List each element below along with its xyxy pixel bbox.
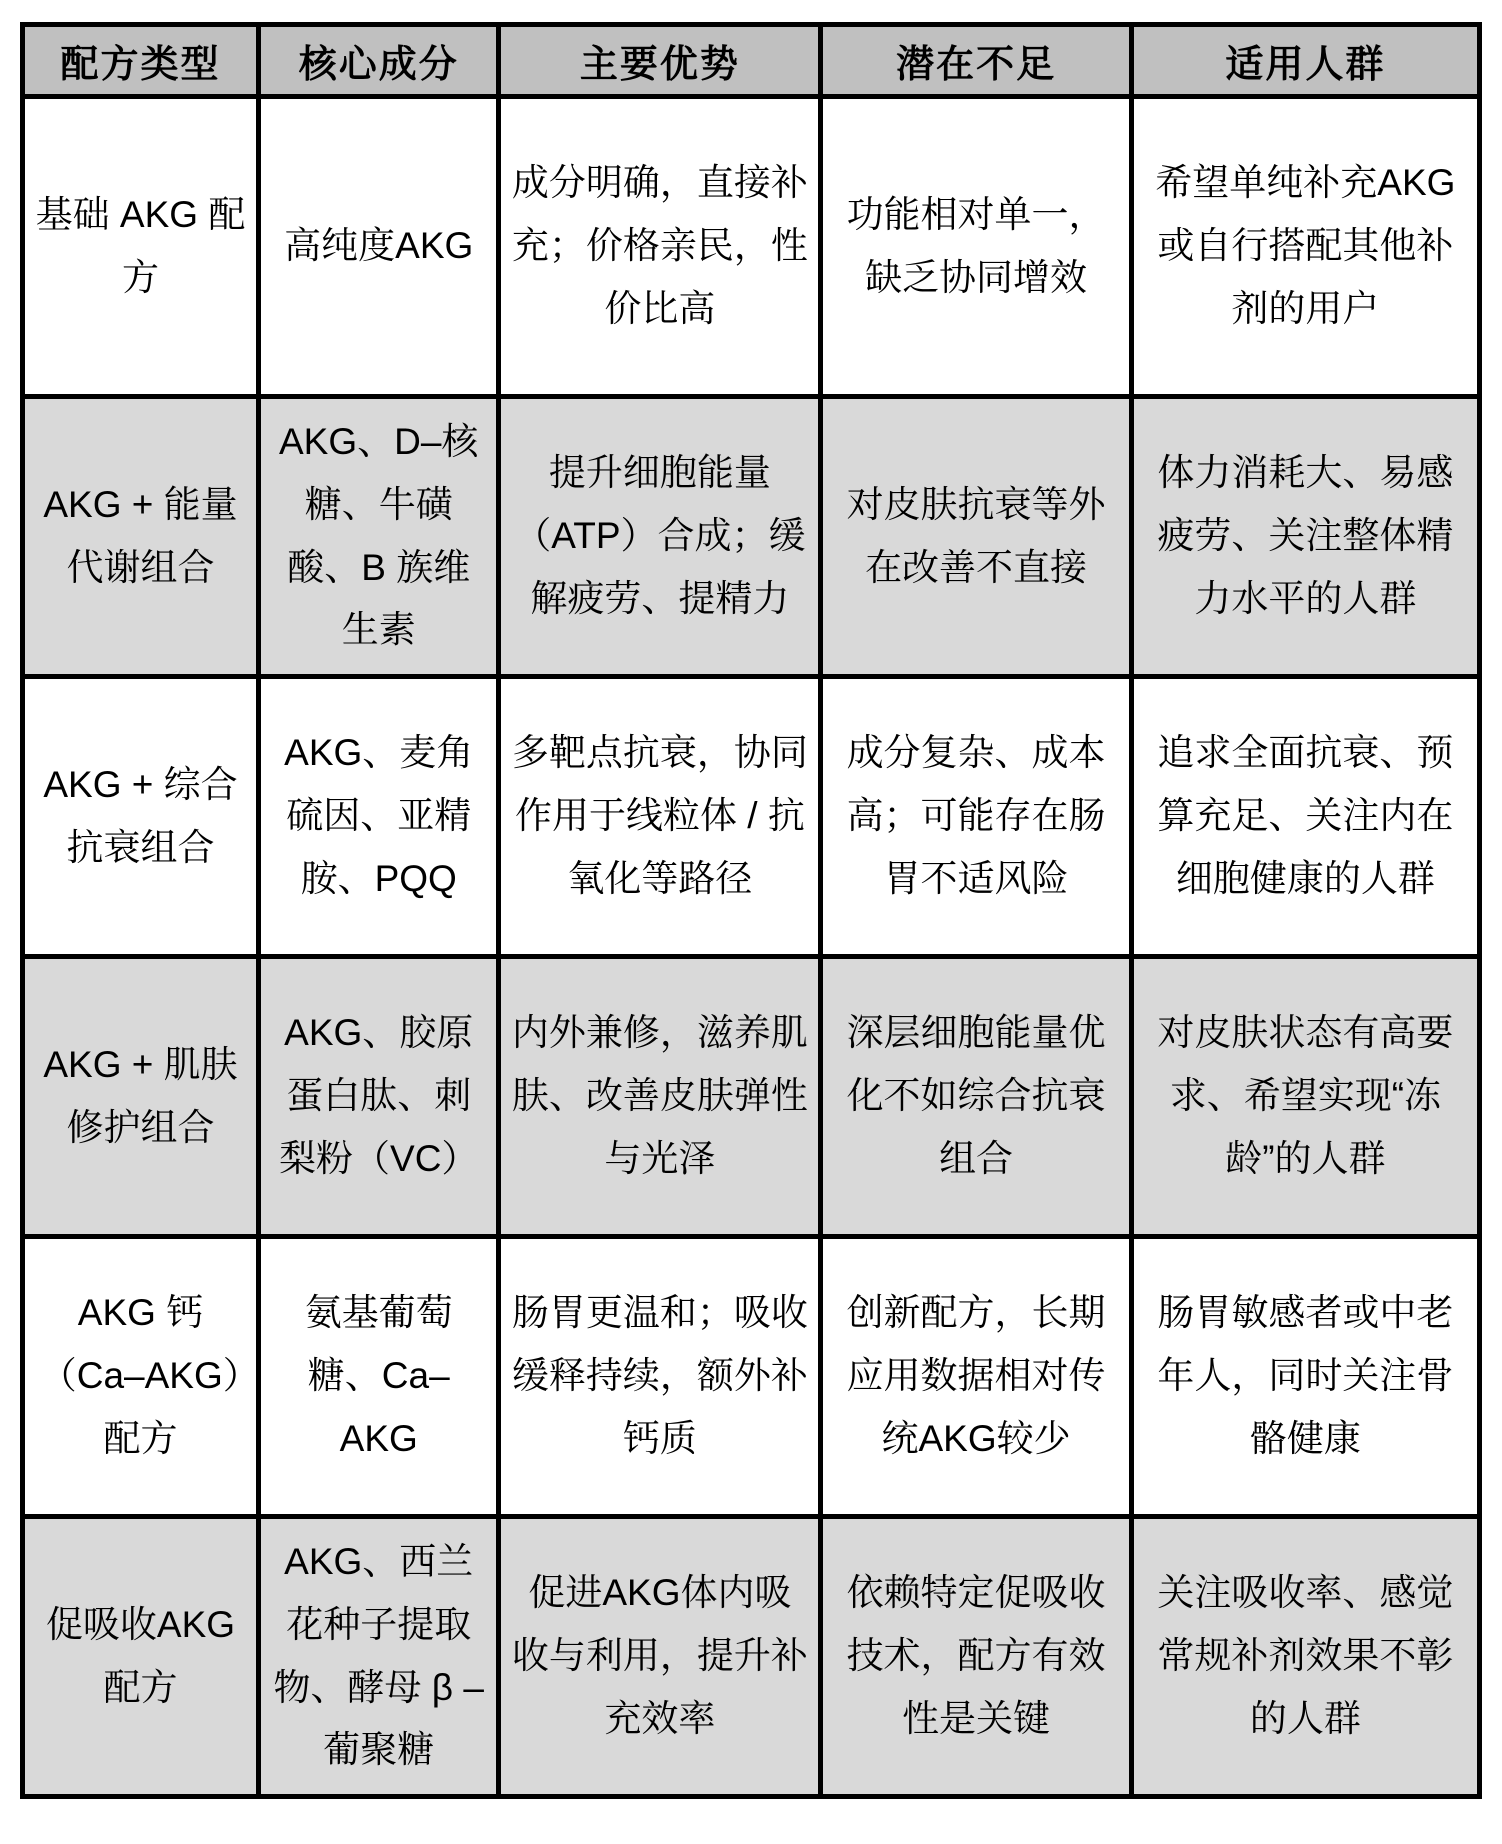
- cell-advantages: 促进AKG体内吸收与利用，提升补充效率: [499, 1517, 821, 1797]
- cell-drawbacks: 深层细胞能量优化不如综合抗衰组合: [821, 957, 1131, 1237]
- cell-advantages: 多靶点抗衰，协同作用于线粒体 / 抗氧化等路径: [499, 677, 821, 957]
- cell-drawbacks: 成分复杂、成本高；可能存在肠胃不适风险: [821, 677, 1131, 957]
- cell-audience: 肠胃敏感者或中老年人，同时关注骨骼健康: [1131, 1237, 1479, 1517]
- cell-audience: 体力消耗大、易感疲劳、关注整体精力水平的人群: [1131, 397, 1479, 677]
- table-row: [23, 677, 1480, 957]
- cell-formula-type: AKG + 综合抗衰组合: [23, 677, 259, 957]
- cell-formula-type: AKG + 能量代谢组合: [23, 397, 259, 677]
- cell-ingredients: 高纯度AKG: [259, 97, 499, 397]
- table-row: [23, 957, 1480, 1237]
- cell-ingredients: AKG、胶原蛋白肽、刺梨粉（VC）: [259, 957, 499, 1237]
- column-header-formula-type: 配方类型: [23, 25, 259, 97]
- cell-formula-type: 基础 AKG 配方: [23, 97, 259, 397]
- table-row: [23, 1237, 1480, 1517]
- cell-advantages: 提升细胞能量（ATP）合成；缓解疲劳、提精力: [499, 397, 821, 677]
- cell-audience: 对皮肤状态有高要求、希望实现“冻龄”的人群: [1131, 957, 1479, 1237]
- akg-formula-comparison-table: [20, 22, 1482, 1799]
- cell-formula-type: AKG + 肌肤修护组合: [23, 957, 259, 1237]
- cell-advantages: 肠胃更温和；吸收缓释持续，额外补钙质: [499, 1237, 821, 1517]
- cell-drawbacks: 对皮肤抗衰等外在改善不直接: [821, 397, 1131, 677]
- cell-drawbacks: 依赖特定促吸收技术，配方有效性是关键: [821, 1517, 1131, 1797]
- cell-audience: 希望单纯补充AKG或自行搭配其他补剂的用户: [1131, 97, 1479, 397]
- cell-formula-type: 促吸收AKG配方: [23, 1517, 259, 1797]
- header-row: [23, 25, 1480, 97]
- table-row: [23, 97, 1480, 397]
- column-header-core-ingredients: 核心成分: [259, 25, 499, 97]
- column-header-potential-drawbacks: 潜在不足: [821, 25, 1131, 97]
- cell-ingredients: AKG、麦角硫因、亚精胺、PQQ: [259, 677, 499, 957]
- table-row: [23, 1517, 1480, 1797]
- cell-audience: 关注吸收率、感觉常规补剂效果不彰的人群: [1131, 1517, 1479, 1797]
- cell-advantages: 内外兼修，滋养肌肤、改善皮肤弹性与光泽: [499, 957, 821, 1237]
- cell-ingredients: 氨基葡萄糖、Ca–AKG: [259, 1237, 499, 1517]
- cell-formula-type: AKG 钙（Ca–AKG）配方: [23, 1237, 259, 1517]
- cell-drawbacks: 创新配方，长期应用数据相对传统AKG较少: [821, 1237, 1131, 1517]
- table-row: [23, 397, 1480, 677]
- cell-ingredients: AKG、西兰花种子提取物、酵母 β – 葡聚糖: [259, 1517, 499, 1797]
- cell-ingredients: AKG、D–核糖、牛磺酸、B 族维生素: [259, 397, 499, 677]
- column-header-main-advantages: 主要优势: [499, 25, 821, 97]
- column-header-target-users: 适用人群: [1131, 25, 1479, 97]
- cell-audience: 追求全面抗衰、预算充足、关注内在细胞健康的人群: [1131, 677, 1479, 957]
- cell-drawbacks: 功能相对单一，缺乏协同增效: [821, 97, 1131, 397]
- cell-advantages: 成分明确，直接补充；价格亲民，性价比高: [499, 97, 821, 397]
